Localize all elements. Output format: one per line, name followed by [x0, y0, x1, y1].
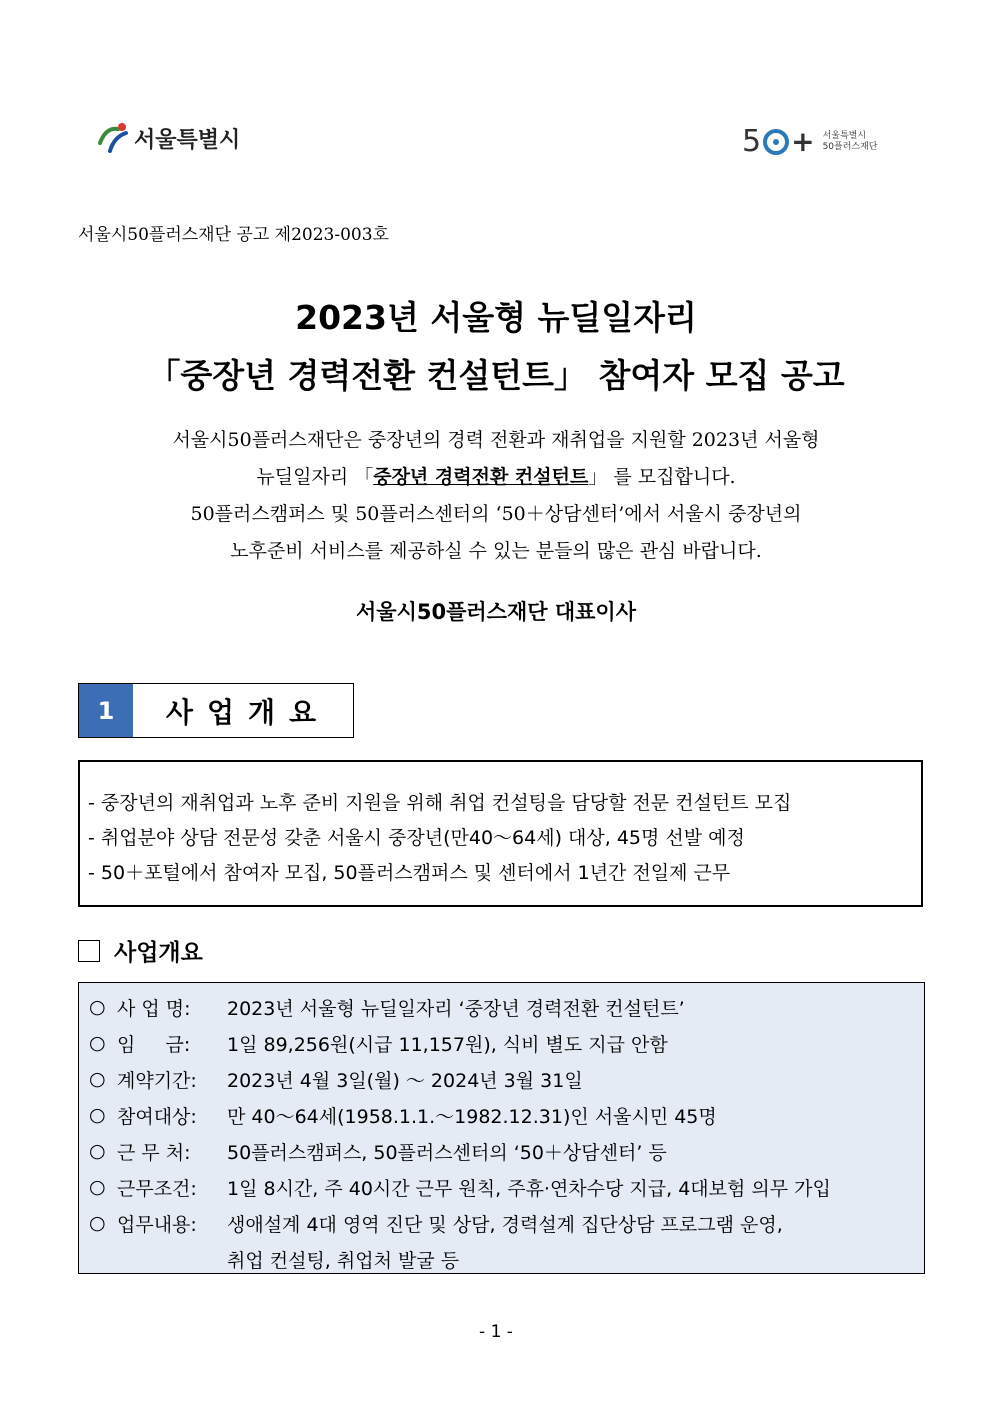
detail-label: 참여대상:	[117, 1105, 197, 1128]
logo-ring-icon	[763, 129, 789, 155]
bullet-circle-icon: ○	[89, 1176, 106, 1198]
detail-row	[89, 1169, 924, 1205]
section-number: 1	[79, 684, 133, 737]
detail-label: 근무조건:	[117, 1177, 197, 1200]
seoul-city-logo	[96, 118, 240, 158]
logo-subtext: 서울특별시 50플러스재단	[822, 131, 878, 152]
intro-highlight: 중장년 경력전환 컨설턴트	[373, 466, 589, 488]
detail-row	[89, 1097, 924, 1133]
bullet-circle-icon: ○	[89, 1032, 106, 1054]
seoul-emblem-icon	[96, 121, 130, 155]
notice-number: 서울시50플러스재단 공고 제2023-003호	[78, 225, 389, 245]
detail-value: 1일 8시간, 주 40시간 근무 원칙, 주휴·연차수당 지급, 4대보험 의무 가입	[227, 1177, 831, 1200]
details-box	[78, 982, 925, 1274]
bullet-circle-icon: ○	[89, 1212, 106, 1234]
detail-value: 취업 컨설팅, 취업처 발굴 등	[227, 1249, 460, 1272]
detail-value: 생애설계 4대 영역 진단 및 상담, 경력설계 집단상담 프로그램 운영,	[227, 1213, 783, 1236]
summary-item: - 취업분야 상담 전문성 갖춘 서울시 중장년(만40～64세) 대상, 45명 선발 예정	[88, 827, 745, 849]
detail-label: 계약기간:	[117, 1069, 197, 1092]
bullet-circle-icon: ○	[89, 1140, 106, 1162]
detail-value: 50플러스캠퍼스, 50플러스센터의 ‘50＋상담센터’ 등	[227, 1141, 667, 1164]
bullet-circle-icon: ○	[89, 1068, 106, 1090]
bullet-circle-icon: ○	[89, 996, 106, 1018]
logo-five: 5	[742, 124, 762, 159]
detail-value: 만 40～64세(1958.1.1.～1982.12.31)인 서울시민 45명	[227, 1105, 717, 1128]
detail-label: 사 업 명:	[117, 997, 191, 1020]
bullet-circle-icon: ○	[89, 1104, 106, 1126]
checkbox-icon	[78, 940, 100, 962]
seoul-logo-text: 서울특별시	[134, 127, 241, 153]
detail-label: 업무내용:	[117, 1213, 197, 1236]
section-title: 사업개요	[165, 695, 331, 729]
detail-label: 임 금:	[117, 1033, 191, 1056]
summary-item: - 50＋포털에서 참여자 모집, 50플러스캠퍼스 및 센터에서 1년간 전일제 근무	[88, 862, 731, 884]
detail-value: 2023년 서울형 뉴딜일자리 ‘중장년 경력전환 컨설턴트’	[227, 997, 685, 1020]
intro-line2: 뉴딜일자리 「중장년 경력전환 컨설턴트」 를 모집합니다.	[256, 466, 736, 488]
page-title-line2: 「중장년 경력전환 컨설턴트」 참여자 모집 공고	[147, 356, 845, 395]
page-number: - 1 -	[479, 1322, 513, 1342]
detail-label: 근 무 처:	[117, 1141, 191, 1164]
detail-row	[89, 1025, 924, 1061]
logo-plus: +	[791, 125, 815, 158]
detail-row	[89, 1061, 924, 1097]
summary-item: - 중장년의 재취업과 노후 준비 지원을 위해 취업 컨설팅을 담당할 전문 컨설턴트 모집	[88, 792, 792, 814]
summary-box	[78, 760, 923, 907]
intro-line3: 50플러스캠퍼스 및 50플러스센터의 ‘50＋상담센터’에서 서울시 중장년의	[190, 503, 802, 525]
subheading	[78, 934, 203, 967]
intro-line1: 서울시50플러스재단은 중장년의 경력 전환과 재취업을 지원할 2023년 서울형	[172, 429, 820, 451]
signer: 서울시50플러스재단 대표이사	[356, 600, 636, 624]
detail-value: 1일 89,256원(시급 11,157원), 식비 별도 지급 안함	[227, 1033, 668, 1056]
page-title-line1: 2023년 서울형 뉴딜일자리	[295, 298, 697, 337]
detail-row	[89, 989, 924, 1025]
detail-value: 2023년 4월 3일(월) ～ 2024년 3월 31일	[227, 1069, 583, 1092]
section-header	[78, 683, 354, 738]
fifty-plus-foundation-logo	[742, 122, 878, 162]
detail-row	[89, 1205, 924, 1241]
intro-line4: 노후준비 서비스를 제공하실 수 있는 분들의 많은 관심 바랍니다.	[230, 540, 762, 562]
intro-paragraph	[0, 422, 992, 570]
detail-continuation	[89, 1241, 924, 1277]
detail-row	[89, 1133, 924, 1169]
subheading-text: 사업개요	[114, 940, 203, 966]
